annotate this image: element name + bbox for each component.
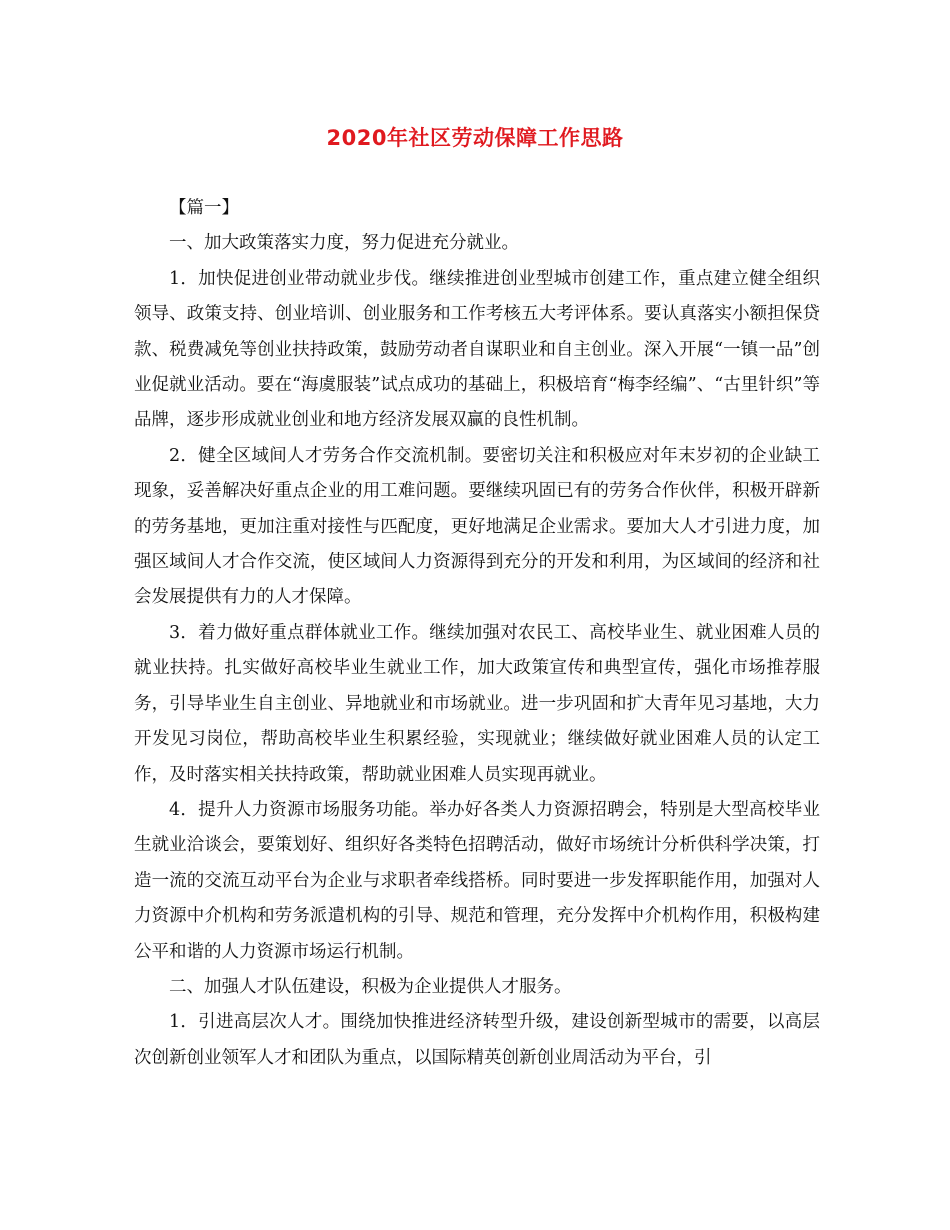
section-heading: 【篇一】: [169, 198, 239, 218]
paragraph: 一、加大政策落实力度，努力促进充分就业。: [169, 233, 519, 254]
paragraph: 二、加强人才队伍建设，积极为企业提供人才服务。: [169, 976, 572, 997]
document-body: [134, 191, 820, 1076]
paragraph: 1．引进高层次人才。围绕加快推进经济转型升级，建设创新型城市的需要，以高层次创新创业领军人才和团队为重点，以国际精英创新创业周活动为平台，引: [134, 1012, 820, 1068]
paragraph: 1．加快促进创业带动就业步伐。继续推进创业型城市创建工作，重点建立健全组织领导、政策支持、创业培训、创业服务和工作考核五大考评体系。要认真落实小额担保贷款、税费减免等创业扶持政策，鼓励劳动者自谋职业和自主创业。深入开展“一镇一品”创业促就业活动。要在“海虞服装”试点成功的基础上，积极培育“梅李经编”、“古里针织”等品牌，逐步形成就业创业和地方经济发展双赢的良性机制。: [134, 268, 820, 431]
document-title: 2020年社区劳动保障工作思路: [326, 126, 624, 150]
paragraph: 4．提升人力资源市场服务功能。举办好各类人力资源招聘会，特别是大型高校毕业生就业洽谈会，要策划好、组织好各类特色招聘活动，做好市场统计分析供科学决策，打造一流的交流互动平台为企业与求职者牵线搭桥。同时要进一步发挥职能作用，加强对人力资源中介机构和劳务派遣机构的引导、规范和管理，充分发挥中介机构作用，积极构建公平和谐的人力资源市场运行机制。: [134, 799, 820, 962]
paragraph: 2．健全区域间人才劳务合作交流机制。要密切关注和积极应对年末岁初的企业缺工现象，妥善解决好重点企业的用工难问题。要继续巩固已有的劳务合作伙伴，积极开辟新的劳务基地，更加注重对接性与匹配度，更好地满足企业需求。要加大人才引进力度，加强区域间人才合作交流，使区域间人力资源得到充分的开发和利用，为区域间的经济和社会发展提供有力的人才保障。: [134, 445, 820, 608]
paragraph: 3．着力做好重点群体就业工作。继续加强对农民工、高校毕业生、就业困难人员的就业扶持。扎实做好高校毕业生就业工作，加大政策宣传和典型宣传，强化市场推荐服务，引导毕业生自主创业、异地就业和市场就业。进一步巩固和扩大青年见习基地，大力开发见习岗位，帮助高校毕业生积累经验，实现就业；继续做好就业困难人员的认定工作，及时落实相关扶持政策，帮助就业困难人员实现再就业。: [134, 622, 820, 785]
